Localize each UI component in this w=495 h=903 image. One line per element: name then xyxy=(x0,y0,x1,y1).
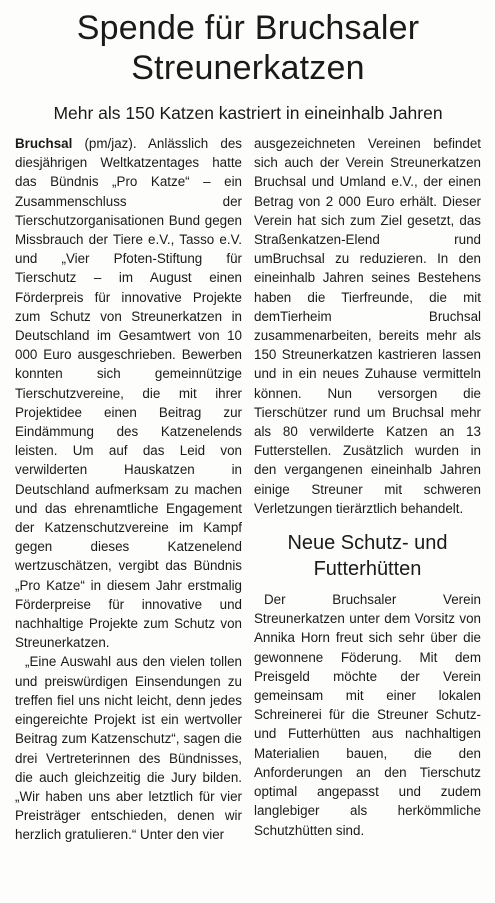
paragraph-intro xyxy=(15,134,242,652)
column-right xyxy=(254,134,481,845)
crosshead xyxy=(254,530,481,582)
headline-line-1: Spende für Bruchsaler xyxy=(76,9,420,47)
crosshead-line-1: Neue Schutz- und xyxy=(287,532,448,555)
article-columns xyxy=(15,134,481,845)
subheadline: Mehr als 150 Katzen kastriert in eineinhalb Jahren xyxy=(53,103,443,123)
paragraph-intro-text: (pm/jaz). Anlässlich des diesjährigen Weltkatzentages hatte das Bündnis „Pro Katze“ – ein Zusammenschluss der Tierschutzorganisationen Bund gegen Missbrauch der Tiere e.V., Tasso e.V. und „Vier Pfoten-Stiftung für Tierschutz – im August einen Förderpreis für innovative Projekte zum Schutz von Streunerkatzen in Deutschland im Gesamtwert von 10 000 Euro ausgeschrieben. Bewerben konnten sich gemeinnützige Tierschutzvereine, die mit ihrer Projektidee einen Beitrag zur Eindämmung des Katzenelends leisten. Um auf das Leid von verwilderten Hauskatzen in Deutschland aufmerksam zu machen und das ehrenamtliche Engagement der Katzenschutzvereine im Kampf gegen dieses Katzenelend wertzuschätzen, vergibt das Bündnis „Pro Katze“ in diesem Jahr erstmalig Förderpreise für innovative und nachhaltige Projekte zum Schutz von Streunerkatzen. xyxy=(15,136,242,651)
headline xyxy=(15,8,481,88)
headline-line-2: Streunerkatzen xyxy=(131,49,365,87)
crosshead-line-2: Futterhütten xyxy=(313,558,422,581)
paragraph-quote: „Eine Auswahl aus den vielen tollen und preiswürdigen Einsendungen zu treffen fiel uns nicht leicht, denn jedes eingereichte Projekt ist ein wertvoller Beitrag zum Katzenschutz“, sagen die drei Vertreterinnen des Bündnisses, die auch gleichzeitig die Jury bilden. „Wir haben uns aber letztlich für vier Preisträger entschieden, denen wir herzlich gratulieren.“ Unter den vier xyxy=(15,654,242,843)
dateline: Bruchsal xyxy=(15,136,73,151)
column-left xyxy=(15,134,242,845)
paragraph-winners: ausgezeichneten Vereinen befindet sich auch der Verein Streunerkatzen Bruchsal und Umland e.V., der einen Betrag von 2 000 Euro erhält. Dieser Verein hat sich zum Ziel gesetzt, das Straßenkatzen-Elend rund umBruchsal zu reduzieren. In den eineinhalb Jahren seines Bestehens haben die Tierfreunde, die mit demTierheim Bruchsal zusammenarbeiten, bereits mehr als 150 Streunerkatzen kastrieren lassen und in ein neues Zuhause vermitteln können. Nun versorgen die Tierschützer rund um Bruchsal mehr als 80 verwilderte Katzen an 13 Futterstellen. Zusätzlich wurden in den vergangenen eineinhalb Jahren einige Streuner mit schweren Verletzungen tierärztlich behandelt. xyxy=(254,136,481,516)
paragraph-huts: Der Bruchsaler Verein Streunerkatzen unter dem Vorsitz von Annika Horn freut sich sehr über die gewonnene Föderung. Mit dem Preisgeld möchte der Verein gemeinsam mit einer lokalen Schreinerei für die Streuner Schutz- und Futterhütten aus nachhaltigen Materialien bauen, die den Anforderungen an den Tierschutz optimal angepasst und zudem langlebiger als herkömmliche Schutzhütten sind. xyxy=(254,592,481,838)
